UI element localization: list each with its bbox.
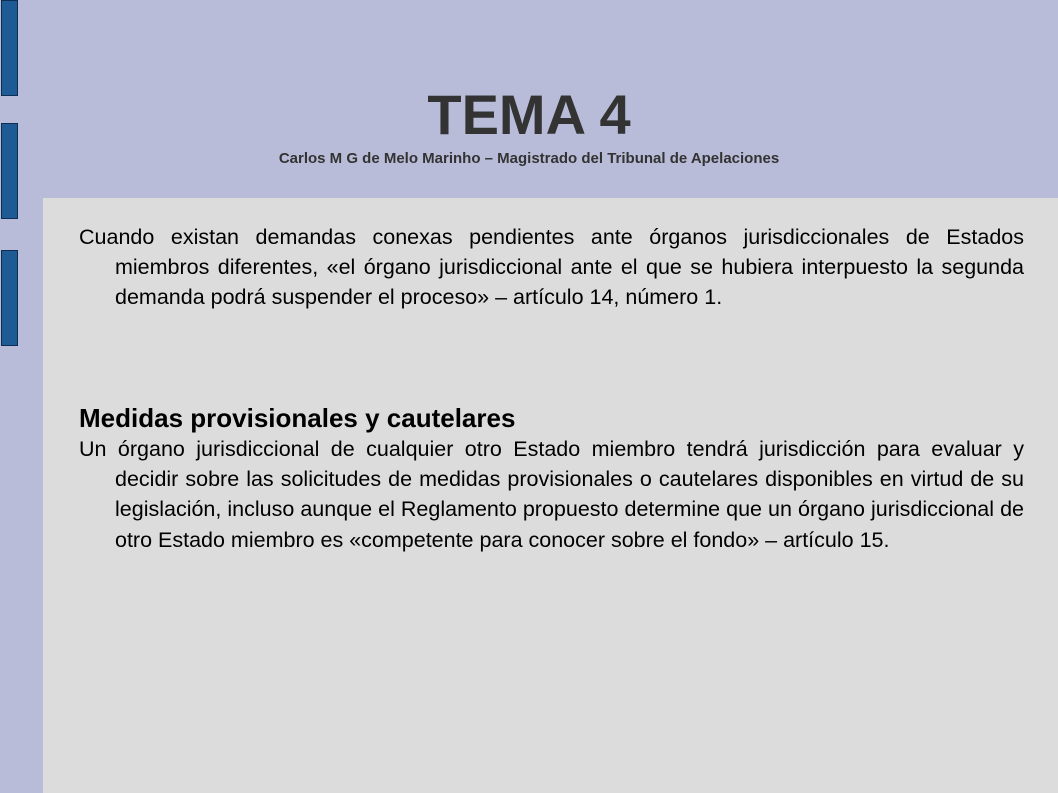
side-decoration-tab [1,250,18,346]
slide-subtitle: Carlos M G de Melo Marinho – Magistrado del Tribunal de Apelaciones [278,150,780,167]
content-panel [43,198,1058,793]
paragraph-conexas: Cuando existan demandas conexas pendientes ante órganos jurisdiccionales de Estados miembros diferentes, «el órgano jurisdiccional ante el que se hubiera interpuesto la segunda demanda podrá suspender el proceso» – artículo 14, número 1. [79,225,1024,310]
paragraph-medidas: Un órgano jurisdiccional de cualquier otro Estado miembro tendrá jurisdicción para evaluar y decidir sobre las solicitudes de medidas provisionales o cautelares disponibles en virtud de su legislación, incluso aunque el Reglamento propuesto determine que un órgano jurisdiccional de otro Estado miembro es «competente para conocer sobre el fondo» – artículo 15. [79,437,1024,552]
title-area [0,0,1058,200]
slide-title: TEMA 4 [427,83,631,146]
section-heading: Medidas provisionales y cautelares [79,403,516,433]
